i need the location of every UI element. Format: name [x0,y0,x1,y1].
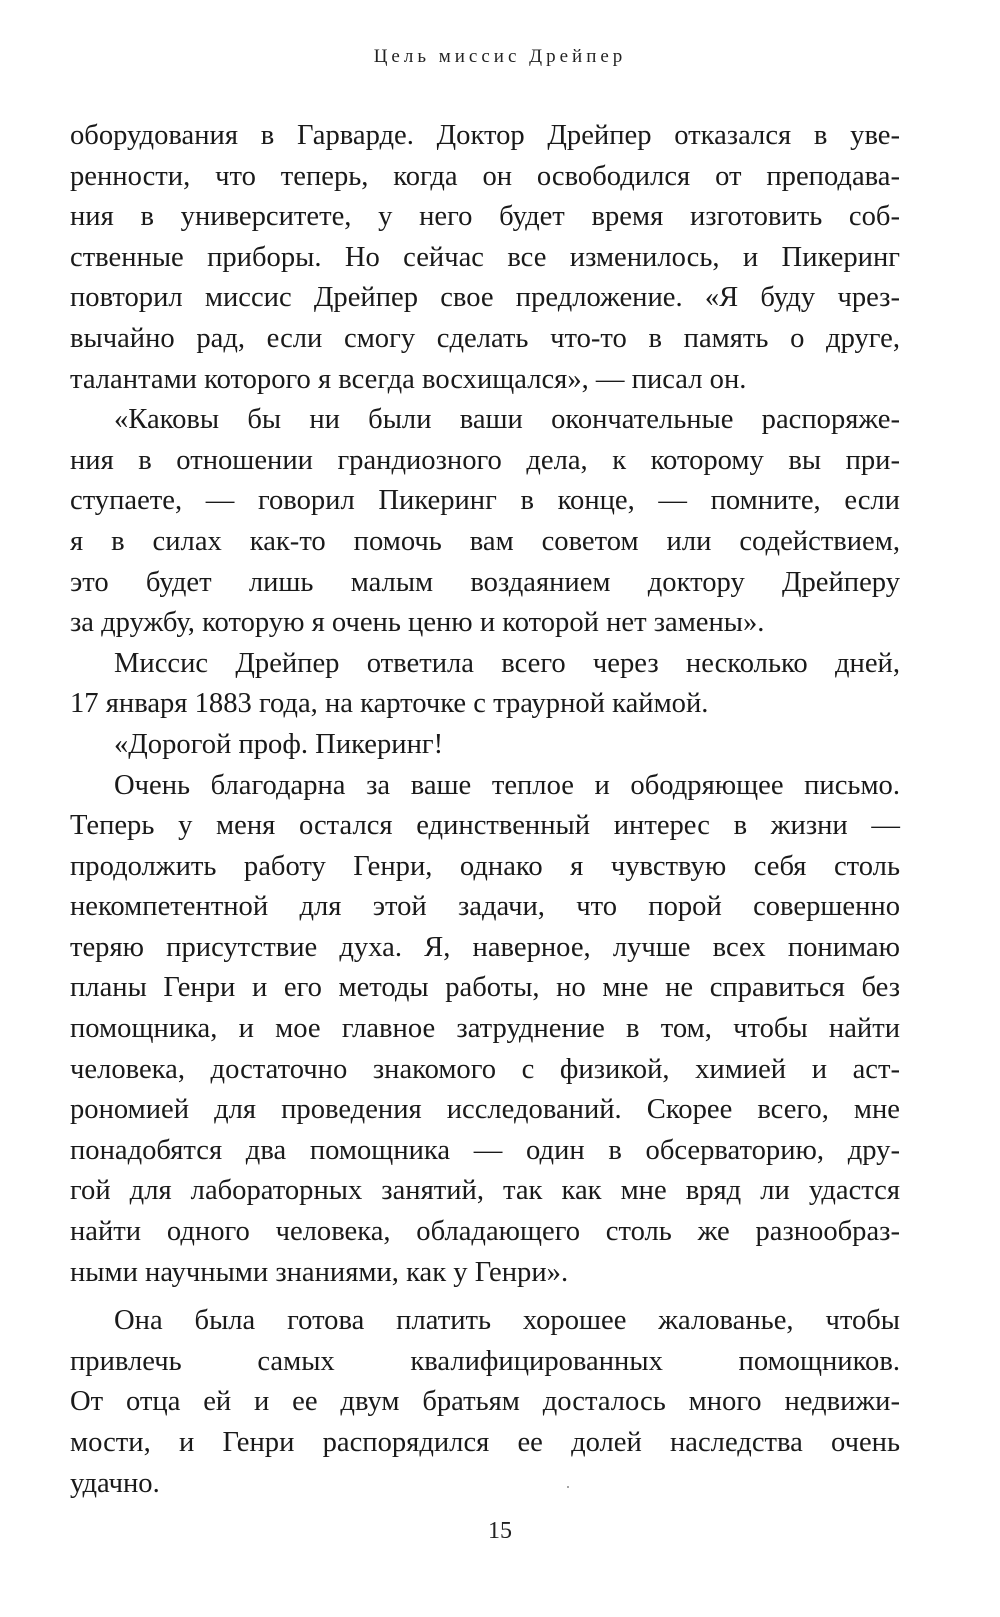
text-line: Миссис Дрейпер ответила всего через несколько дней, [114,647,900,679]
paragraph [70,1301,900,1504]
text-line: гой для лабораторных занятий, так как мне вряд ли удастся [70,1175,900,1207]
running-head: Цель миссис Дрейпер [373,46,627,67]
paragraph [70,116,900,400]
text-line: найти одного человека, обладающего столь же разнообраз- [70,1216,900,1248]
text-line: человека, достаточно знакомого с физикой, химией и аст- [70,1053,900,1085]
text-line: «Каковы бы ни были ваши окончательные распоряже- [114,404,900,436]
text-line: мости, и Генри распорядился ее долей наследства очень [70,1427,900,1458]
paragraph [70,725,900,766]
paragraph-gap [70,1293,900,1301]
text-line: за дружбу, которую я очень ценю и которой нет замены». [70,607,765,639]
text-line: помощника, и мое главное затруднение в том, чтобы найти [70,1013,900,1045]
text-line: ния в университете, у него будет время изготовить соб- [70,201,900,233]
paragraph [70,644,900,725]
text-line: ными научными знаниями, как у Генри». [70,1256,569,1288]
paragraph [70,766,900,1294]
text-line: продолжить работу Генри, однако я чувствую себя столь [70,850,900,882]
text-line: теряю присутствие духа. Я, наверное, лучше всех понимаю [70,931,900,963]
paragraph [70,400,900,644]
text-line: От отца ей и ее двум братьям досталось много недвижи- [70,1386,900,1418]
text-line: ния в отношении грандиозного дела, к которому вы при- [70,444,900,476]
text-line: ственные приборы. Но сейчас все изменилось, и Пикеринг [70,241,900,273]
text-line: привлечь самых квалифицированных помощников. [70,1345,900,1377]
text-line: Она была готова платить хорошее жалованье, чтобы [114,1305,900,1337]
text-line: оборудования в Гарварде. Доктор Дрейпер отказался в уве- [70,120,900,151]
text-line: ступаете, — говорил Пикеринг в конце, — помните, если [70,485,900,517]
text-line: «Дорогой проф. Пикеринг! [114,728,444,760]
text-line: повторил миссис Дрейпер свое предложение. «Я буду чрез- [70,282,900,314]
text-line: 17 января 1883 года, на карточке с траурной каймой. [70,688,709,720]
text-line: ренности, что теперь, когда он освободился от преподава- [70,160,900,192]
text-line: Теперь у меня остался единственный интерес в жизни — [70,810,900,842]
text-line: удачно. [70,1467,160,1499]
text-line: вычайно рад, если смогу сделать что-то в память о друге, [70,322,900,354]
text-line: это будет лишь малым воздаянием доктору Дрейперу [70,566,900,598]
text-line: планы Генри и его методы работы, но мне не справиться без [70,972,900,1004]
print-speck [567,1486,569,1488]
page-number: 15 [488,1518,512,1544]
text-line: Очень благодарна за ваше теплое и ободряющее письмо. [114,769,900,801]
body-text [70,116,900,1504]
text-line: я в силах как-то помочь вам советом или содействием, [70,525,900,557]
text-line: понадобятся два помощника — один в обсерваторию, дру- [70,1134,900,1166]
text-line: некомпетентной для этой задачи, что порой совершенно [70,891,900,923]
text-line: рономией для проведения исследований. Скорее всего, мне [70,1094,900,1126]
text-line: талантами которого я всегда восхищался», — писал он. [70,363,747,395]
